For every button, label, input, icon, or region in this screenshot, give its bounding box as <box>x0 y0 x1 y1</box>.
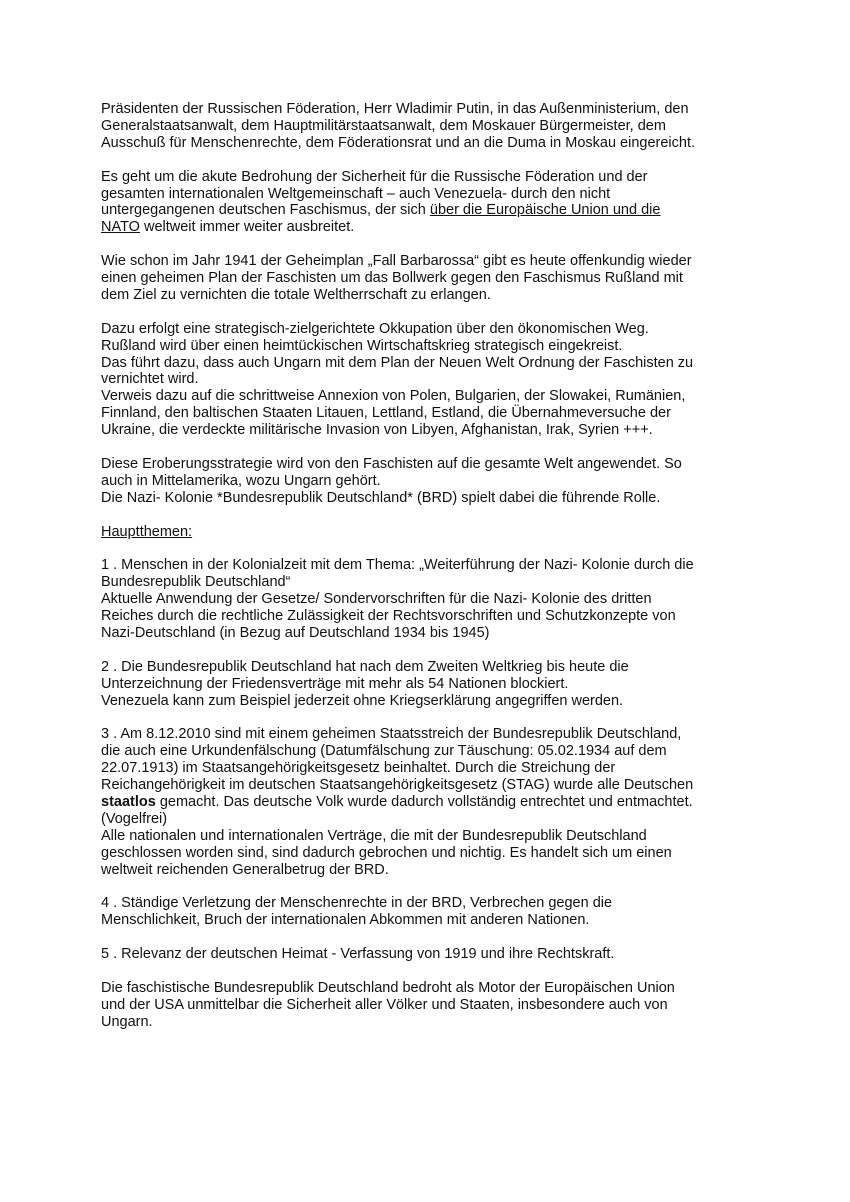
text-line: Die Nazi- Kolonie *Bundesrepublik Deutschland* (BRD) spielt dabei die führende Rolle. <box>101 489 661 506</box>
text-line: Nazi-Deutschland (in Bezug auf Deutschland 1934 bis 1945) <box>101 625 490 641</box>
text-line: Diese Eroberungsstrategie wird von den Faschisten auf die gesamte Welt angewendet. So <box>101 455 682 472</box>
paragraph-conclusion <box>101 980 761 1031</box>
text-line: Finnland, den baltischen Staaten Litauen, Lettland, Estland, die Übernahmeversuche der <box>101 405 671 422</box>
text-line: Das führt dazu, dass auch Ungarn mit dem Plan der Neuen Welt Ordnung der Faschisten zu <box>101 354 694 371</box>
text-line <box>101 794 761 811</box>
topic-item-4 <box>101 895 761 929</box>
paragraph-strategy <box>101 456 761 507</box>
text-line: Bundesrepublik Deutschland“ <box>101 574 291 591</box>
topic-item-5 <box>101 946 761 963</box>
text-segment: untergegangenen deutschen Faschismus, der sich <box>101 202 430 219</box>
text-line: 5 . Relevanz der deutschen Heimat - Verfassung von 1919 und ihre Rechtskraft. <box>101 946 615 963</box>
topic-item-2 <box>101 659 761 710</box>
text-segment: weltweit immer weiter ausbreitet. <box>139 219 355 236</box>
text-line: Dazu erfolgt eine strategisch-zielgerichtete Okkupation über den ökonomischen Weg. <box>101 320 649 337</box>
text-line: 3 . Am 8.12.2010 sind mit einem geheimen Staatsstreich der Bundesrepublik Deutschland, <box>101 726 682 743</box>
text-line: gesamten internationalen Weltgemeinschaft – auch Venezuela- durch den nicht <box>101 185 611 202</box>
text-line: einen geheimen Plan der Faschisten um das Bollwerk gegen den Faschismus Rußland mit <box>101 270 683 287</box>
text-line: Verweis dazu auf die schrittweise Annexion von Polen, Bulgarien, der Slowakei, Rumänien, <box>101 388 686 405</box>
bold-text: staatlos <box>101 794 156 811</box>
text-line: Generalstaatsanwalt, dem Hauptmilitärstaatsanwalt, dem Moskauer Bürgermeister, dem <box>101 117 666 134</box>
text-line: Rußland wird über einen heimtückischen Wirtschaftskrieg strategisch eingekreist. <box>101 337 623 354</box>
topic-item-1 <box>101 557 761 642</box>
paragraph-barbarossa <box>101 253 761 304</box>
underlined-text: NATO <box>101 219 140 236</box>
underlined-text: über die Europäische Union und die <box>429 202 661 219</box>
text-line: Präsidenten der Russischen Föderation, Herr Wladimir Putin, in das Außenministerium, den <box>101 101 689 117</box>
document-page <box>101 101 761 1048</box>
text-line: auch in Mittelamerika, wozu Ungarn gehört. <box>101 472 381 489</box>
text-line <box>101 202 761 219</box>
text-line: Unterzeichnung der Friedensverträge mit mehr als 54 Nationen blockiert. <box>101 675 569 692</box>
text-line: 4 . Ständige Verletzung der Menschenrechte in der BRD, Verbrechen gegen die <box>101 895 613 912</box>
text-line: dem Ziel zu vernichten die totale Weltherrschaft zu erlangen. <box>101 286 491 303</box>
heading-text: Hauptthemen: <box>101 523 193 540</box>
text-line: Ukraine, die verdeckte militärische Invasion von Libyen, Afghanistan, Irak, Syrien +++. <box>101 422 653 439</box>
topic-item-3 <box>101 726 761 878</box>
paragraph-intro <box>101 101 761 152</box>
text-line: weltweit reichenden Generalbetrug der BRD. <box>101 861 389 878</box>
text-line: Alle nationalen und internationalen Verträge, die mit der Bundesrepublik Deutschland <box>101 827 647 844</box>
text-line: Venezuela kann zum Beispiel jederzeit ohne Kriegserklärung angegriffen werden. <box>101 692 624 709</box>
text-line <box>101 219 761 236</box>
text-line: Reichangehörigkeit im deutschen Staatsangehörigkeitsgesetz (STAG) wurde alle Deutschen <box>101 777 694 794</box>
text-line: Ungarn. <box>101 1013 153 1030</box>
section-heading <box>101 524 761 541</box>
text-line: Ausschuß für Menschenrechte, dem Föderationsrat und an die Duma in Moskau eingereicht. <box>101 134 696 151</box>
text-line: Menschlichkeit, Bruch der internationalen Abkommen mit anderen Nationen. <box>101 912 590 929</box>
paragraph-occupation <box>101 321 761 439</box>
text-line: vernichtet wird. <box>101 371 199 388</box>
text-line: Wie schon im Jahr 1941 der Geheimplan „Fall Barbarossa“ gibt es heute offenkundig wieder <box>101 253 692 270</box>
text-line: die auch eine Urkundenfälschung (Datumfälschung zur Täuschung: 05.02.1934 auf dem <box>101 743 667 760</box>
text-line: und der USA unmittelbar die Sicherheit aller Völker und Staaten, insbesondere auch von <box>101 996 668 1013</box>
text-line: geschlossen worden sind, sind dadurch gebrochen und nichtig. Es handelt sich um einen <box>101 844 672 861</box>
text-line: Reiches durch die rechtliche Zulässigkeit der Rechtsvorschriften und Schutzkonzepte von <box>101 608 676 625</box>
text-line: Es geht um die akute Bedrohung der Sicherheit für die Russische Föderation und der <box>101 168 648 185</box>
text-line: 1 . Menschen in der Kolonialzeit mit dem Thema: „Weiterführung der Nazi- Kolonie durch die <box>101 557 694 574</box>
text-line: 22.07.1913) im Staatsangehörigkeitsgesetz beinhaltet. Durch die Streichung der <box>101 760 616 777</box>
text-line: Die faschistische Bundesrepublik Deutschland bedroht als Motor der Europäischen Union <box>101 979 675 996</box>
text-segment: gemacht. Das deutsche Volk wurde dadurch vollständig entrechtet und entmachtet. <box>155 794 693 811</box>
text-line: 2 . Die Bundesrepublik Deutschland hat nach dem Zweiten Weltkrieg bis heute die <box>101 658 629 675</box>
text-line: (Vogelfrei) <box>101 810 168 827</box>
paragraph-threat <box>101 169 761 237</box>
text-line: Aktuelle Anwendung der Gesetze/ Sondervorschriften für die Nazi- Kolonie des dritten <box>101 591 652 608</box>
